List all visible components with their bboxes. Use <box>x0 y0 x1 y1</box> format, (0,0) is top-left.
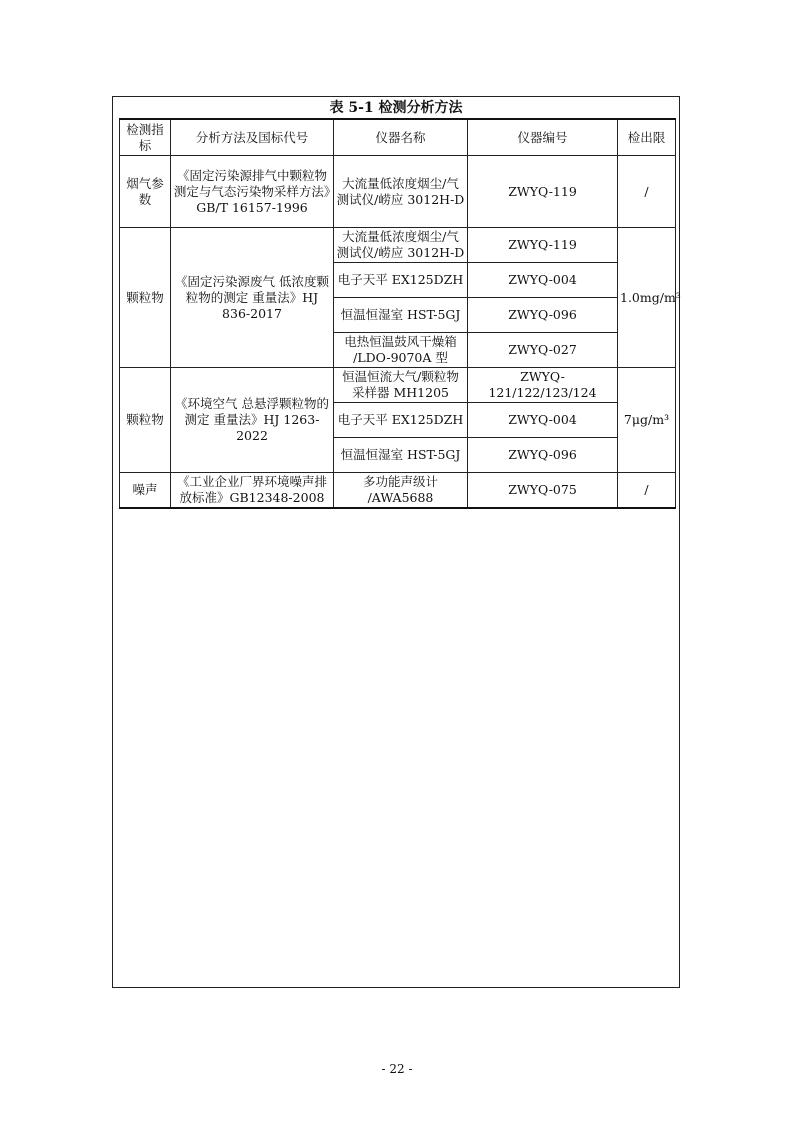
table-row <box>120 156 676 228</box>
instrument-name-cell: 恒温恒流大气/颗粒物采样器 MH1205 <box>334 368 468 403</box>
instrument-name-cell: 电子天平 EX125DZH <box>334 263 468 298</box>
table-header-row <box>120 119 676 156</box>
instrument-code-cell: ZWYQ-119 <box>468 228 618 263</box>
method-cell: 《工业企业厂界环境噪声排放标准》GB12348-2008 <box>171 473 334 508</box>
detection-limit-cell: / <box>618 473 676 508</box>
header-instrument-code: 仪器编号 <box>468 119 618 156</box>
indicator-cell: 噪声 <box>120 473 171 508</box>
detection-limit-cell: 7μg/m³ <box>618 368 676 473</box>
indicator-cell: 颗粒物 <box>120 228 171 368</box>
method-cell: 《固定污染源废气 低浓度颗粒物的测定 重量法》HJ 836-2017 <box>171 228 334 368</box>
detection-methods-table <box>119 118 681 509</box>
instrument-code-cell: ZWYQ-004 <box>468 403 618 438</box>
table-caption: 表 5-1 检测分析方法 <box>329 100 463 116</box>
table-row <box>120 473 676 508</box>
page-number: - 22 - <box>381 1062 413 1076</box>
instrument-code-cell: ZWYQ-075 <box>468 473 618 508</box>
instrument-code-cell: ZWYQ-119 <box>468 156 618 228</box>
method-cell: 《固定污染源排气中颗粒物测定与气态污染物采样方法》GB/T 16157-1996 <box>171 156 334 228</box>
document-frame <box>112 96 680 988</box>
instrument-name-cell: 恒温恒湿室 HST-5GJ <box>334 438 468 473</box>
detection-limit-cell: / <box>618 156 676 228</box>
instrument-name-cell: 恒温恒湿室 HST-5GJ <box>334 298 468 333</box>
instrument-name-cell: 大流量低浓度烟尘/气测试仪/崂应 3012H-D <box>334 228 468 263</box>
method-cell: 《环境空气 总悬浮颗粒物的测定 重量法》HJ 1263-2022 <box>171 368 334 473</box>
header-instrument-name: 仪器名称 <box>334 119 468 156</box>
instrument-code-cell: ZWYQ-004 <box>468 263 618 298</box>
table-row <box>120 368 676 403</box>
instrument-code-cell: ZWYQ-096 <box>468 298 618 333</box>
header-method: 分析方法及国标代号 <box>171 119 334 156</box>
indicator-cell: 颗粒物 <box>120 368 171 473</box>
instrument-code-cell: ZWYQ-121/122/123/124 <box>468 368 618 403</box>
instrument-code-cell: ZWYQ-096 <box>468 438 618 473</box>
table-row <box>120 228 676 263</box>
instrument-name-cell: 电热恒温鼓风干燥箱 /LDO-9070A 型 <box>334 333 468 368</box>
header-indicator: 检测指标 <box>120 119 171 156</box>
instrument-name-cell: 大流量低浓度烟尘/气测试仪/崂应 3012H-D <box>334 156 468 228</box>
indicator-cell: 烟气参数 <box>120 156 171 228</box>
detection-limit-cell: 1.0mg/m³ <box>618 228 676 368</box>
instrument-name-cell: 电子天平 EX125DZH <box>334 403 468 438</box>
header-detection-limit: 检出限 <box>618 119 676 156</box>
instrument-name-cell: 多功能声级计 /AWA5688 <box>334 473 468 508</box>
instrument-code-cell: ZWYQ-027 <box>468 333 618 368</box>
